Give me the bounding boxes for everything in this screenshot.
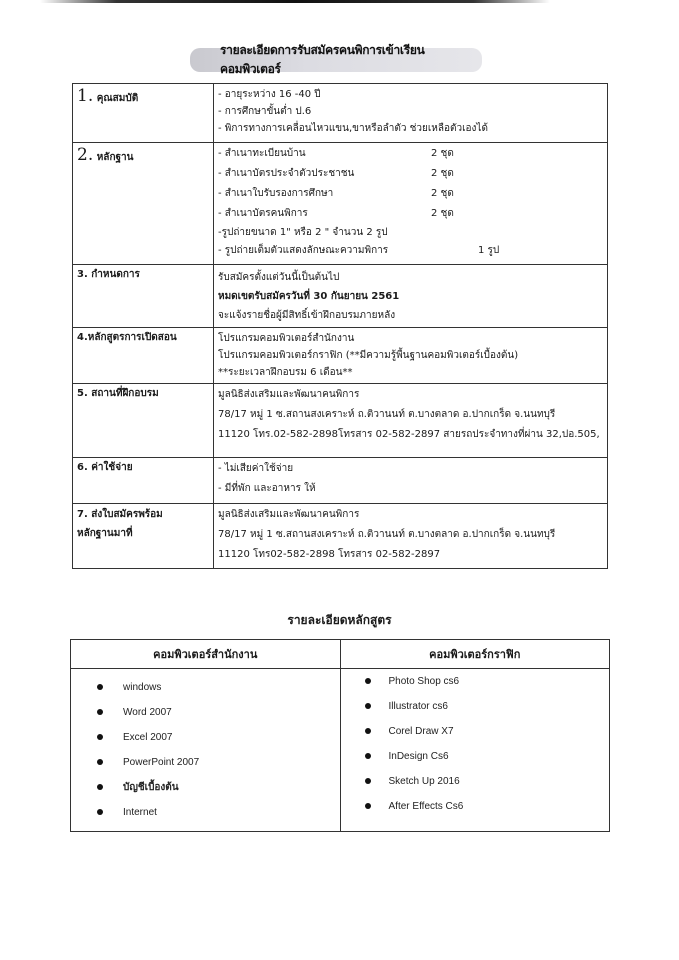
document-line	[218, 165, 603, 182]
item-label: After Effects Cs6	[388, 801, 464, 812]
location-line: 78/17 หมู่ 1 ซ.สถานสงเคราะห์ ถ.ติวานนท์ ต.บางตลาด อ.ปากเกร็ด จ.นนทบุรี	[218, 409, 556, 420]
document-qty: 1 รูป	[478, 245, 500, 256]
bullet-icon	[97, 809, 103, 815]
item-label: Word 2007	[123, 707, 172, 718]
item-label: Internet	[123, 807, 157, 818]
qualification-line: - พิการทางการเคลื่อนไหวแขน,ขาหรือลำตัว ช่วยเหลือตัวเองได้	[218, 123, 488, 134]
address-line: มูลนิธิส่งเสริมและพัฒนาคนพิการ	[218, 509, 360, 520]
item-label: Illustrator cs6	[388, 701, 448, 712]
row-label-text: คุณสมบัติ	[96, 93, 139, 104]
expense-line: - มีที่พัก และอาหาร ให้	[218, 483, 316, 494]
list-item	[71, 725, 340, 750]
item-label: Excel 2007	[123, 732, 173, 743]
list-item	[341, 719, 610, 744]
document-title: รายละเอียดการรับสมัครคนพิการเข้าเรียนคอมพิวเตอร์	[220, 43, 425, 76]
address-line: 78/17 หมู่ 1 ซ.สถานสงเคราะห์ ถ.ติวานนท์ ต.บางตลาด อ.ปากเกร็ด จ.นนทบุรี	[218, 529, 556, 540]
document-name: - สำเนาใบรับรองการศึกษา	[218, 188, 334, 199]
row-content	[214, 84, 608, 143]
document-qty: 2 ชุด	[431, 208, 454, 219]
item-label: InDesign Cs6	[388, 751, 449, 762]
document-line	[218, 242, 603, 259]
bullet-icon	[365, 728, 371, 734]
document-name: -รูปถ่ายขนาด 1" หรือ 2 " จำนวน 2 รูป	[218, 227, 388, 238]
bullet-icon	[97, 709, 103, 715]
item-label: Corel Draw X7	[388, 726, 454, 737]
document-title-banner	[190, 43, 482, 76]
qualification-line: - การศึกษาขั้นต่ำ ป.6	[218, 106, 312, 117]
expense-line: - ไม่เสียค่าใช้จ่าย	[218, 463, 294, 474]
list-item	[341, 694, 610, 719]
document-qty: 2 ชุด	[431, 188, 454, 199]
document-line	[218, 205, 603, 222]
list-item	[341, 669, 610, 694]
row-training-location	[73, 384, 608, 458]
bullet-icon	[97, 784, 103, 790]
row-label-line: 7. ส่งใบสมัครพร้อม	[77, 509, 163, 520]
row-content	[214, 384, 608, 458]
document-name: - สำเนาบัตรคนพิการ	[218, 208, 308, 219]
item-label: Photo Shop cs6	[388, 676, 460, 687]
item-label: windows	[123, 682, 162, 693]
document-name: - รูปถ่ายเต็มตัวแสดงลักษณะความพิการ	[218, 245, 389, 256]
address-line: 11120 โทร02-582-2898 โทรสาร 02-582-2897	[218, 549, 441, 560]
location-line: 11120 โทร.02-582-2898โทรสาร 02-582-2897 สายรถประจำทางที่ผ่าน 32,ปอ.505,	[218, 429, 600, 440]
row-label: 5. สถานที่ฝึกอบรม	[73, 384, 214, 458]
row-qualifications	[73, 84, 608, 143]
row-content	[214, 504, 608, 569]
course-line: โปรแกรมคอมพิวเตอร์กราฟิก (**มีความรู้พื้นฐานคอมพิวเตอร์เบื้องต้น)	[218, 350, 519, 361]
row-content	[214, 458, 608, 504]
row-send-application	[73, 504, 608, 569]
list-item	[71, 800, 340, 825]
row-label-text: หลักฐาน	[96, 152, 134, 163]
row-label-line: หลักฐานมาที่	[77, 528, 133, 539]
schedule-line: รับสมัครตั้งแต่วันนี้เป็นต้นไป	[218, 272, 340, 283]
bullet-icon	[97, 759, 103, 765]
list-item	[71, 775, 340, 800]
row-schedule	[73, 265, 608, 328]
item-label: PowerPoint 2007	[123, 757, 200, 768]
location-line: มูลนิธิส่งเสริมและพัฒนาคนพิการ	[218, 389, 360, 400]
requirements-table	[72, 83, 608, 569]
list-item	[341, 794, 610, 819]
graphic-course-list	[340, 669, 610, 832]
bullet-icon	[365, 678, 371, 684]
document-name: - สำเนาทะเบียนบ้าน	[218, 148, 306, 159]
document-qty: 2 ชุด	[431, 148, 454, 159]
scan-edge-shadow	[40, 0, 550, 3]
document-qty: 2 ชุด	[431, 168, 454, 179]
qualification-line: - อายุระหว่าง 16 -40 ปี	[218, 89, 321, 100]
bullet-icon	[365, 778, 371, 784]
course-body-row	[71, 669, 610, 832]
row-expenses	[73, 458, 608, 504]
bullet-icon	[365, 753, 371, 759]
row-label	[73, 504, 214, 569]
item-label: Sketch Up 2016	[388, 776, 460, 787]
office-course-list	[71, 669, 341, 832]
list-item	[71, 750, 340, 775]
bullet-icon	[365, 803, 371, 809]
bullet-icon	[365, 703, 371, 709]
course-line: โปรแกรมคอมพิวเตอร์สำนักงาน	[218, 333, 355, 344]
course-header-row	[71, 640, 610, 669]
row-content	[214, 265, 608, 328]
deadline-line: หมดเขตรับสมัครวันที่ 30 กันยายน 2561	[218, 291, 400, 302]
course-details-table	[70, 639, 610, 832]
course-line: **ระยะเวลาฝึกอบรม 6 เดือน**	[218, 367, 353, 378]
course-details-title: รายละเอียดหลักสูตร	[287, 613, 392, 627]
column-header-office: คอมพิวเตอร์สำนักงาน	[71, 640, 341, 669]
row-number: 1.	[77, 86, 94, 106]
row-label: 4.หลักสูตรการเปิดสอน	[73, 328, 214, 384]
column-header-graphic: คอมพิวเตอร์กราฟิก	[340, 640, 610, 669]
list-item	[341, 769, 610, 794]
row-content	[214, 143, 608, 265]
document-line	[218, 145, 603, 162]
row-label	[73, 143, 214, 265]
row-number: 2.	[77, 145, 94, 165]
bullet-icon	[97, 734, 103, 740]
document-line	[218, 224, 603, 241]
list-item	[71, 675, 340, 700]
row-label: 6. ค่าใช้จ่าย	[73, 458, 214, 504]
document-name: - สำเนาบัตรประจำตัวประชาชน	[218, 168, 355, 179]
row-documents	[73, 143, 608, 265]
item-label: บัญชีเบื้องต้น	[123, 782, 179, 793]
row-content	[214, 328, 608, 384]
schedule-line: จะแจ้งรายชื่อผู้มีสิทธิ์เข้าฝึกอบรมภายหลัง	[218, 310, 396, 321]
bullet-icon	[97, 684, 103, 690]
list-item	[341, 744, 610, 769]
row-label: 3. กำหนดการ	[73, 265, 214, 328]
list-item	[71, 700, 340, 725]
row-label	[73, 84, 214, 143]
row-courses-offered	[73, 328, 608, 384]
document-line	[218, 185, 603, 202]
